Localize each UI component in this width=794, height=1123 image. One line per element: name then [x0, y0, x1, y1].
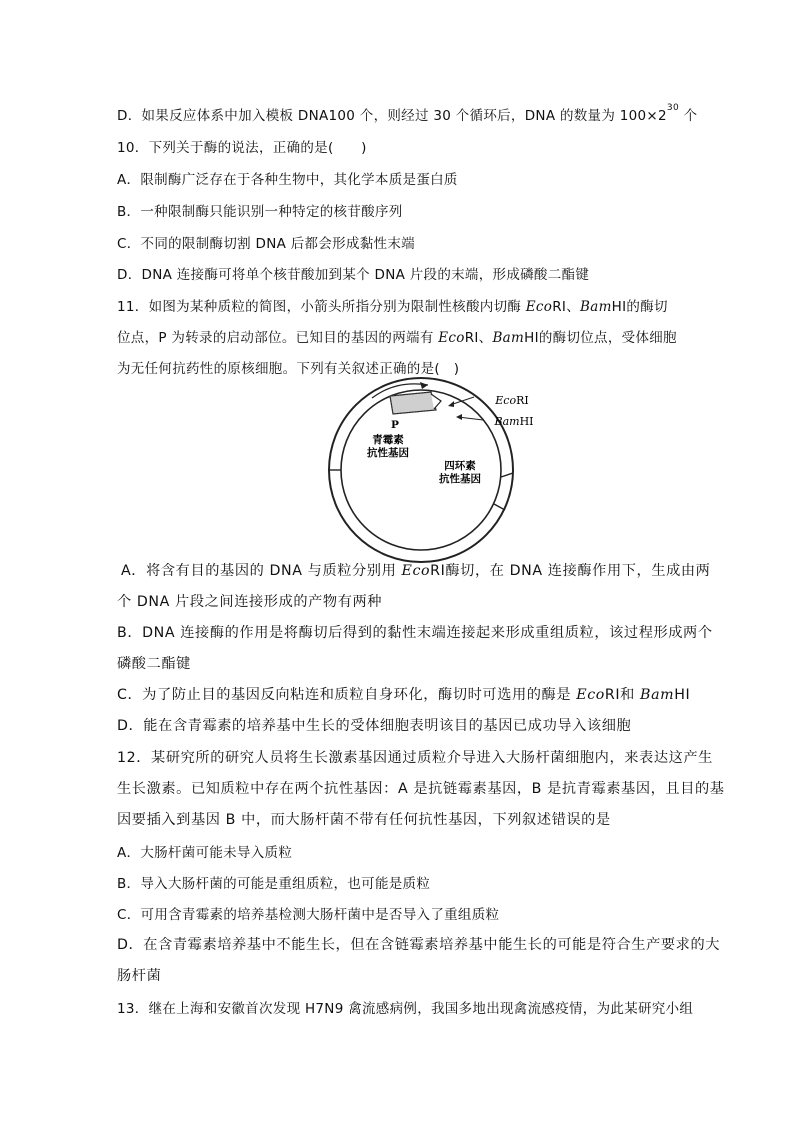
bamhi-label: BamHⅠ — [494, 415, 534, 428]
q12-option-d-line2: 肠杆菌 — [117, 968, 162, 984]
ecori-arrow-icon — [448, 401, 454, 407]
q11-option-a-line2: 个 DNA 片段之间连接形成的产物有两种 — [117, 594, 383, 610]
plasmid-diagram — [318, 382, 534, 552]
q10-stem: 10．下列关于酶的说法，正确的是( ) — [117, 140, 367, 156]
penicillin-gene-label-1: 青霉素 — [372, 434, 404, 446]
q11-option-b-line2: 磷酸二酯键 — [117, 656, 191, 672]
q12-stem-line3: 因要插入到基因 B 中，而大肠杆菌不带有任何抗性基因，下列叙述错误的是 — [117, 812, 611, 828]
bamhi-arrow-icon — [456, 414, 462, 420]
q12-option-c: C．可用含青霉素的培养基检测大肠杆菌中是否导入了重组质粒 — [117, 907, 500, 923]
q10-option-b: B．一种限制酶只能识别一种特定的核苷酸序列 — [117, 204, 403, 220]
promoter-label: P — [391, 419, 399, 431]
gene-boundary-lower — [494, 504, 505, 510]
q10-option-c: C．不同的限制酶切割 DNA 后都会形成黏性末端 — [117, 236, 415, 252]
q12-option-a: A．大肠杆菌可能未导入质粒 — [117, 845, 293, 861]
tetracycline-gene-label-2: 抗性基因 — [439, 473, 481, 485]
q11-stem-line3: 为无任何抗药性的原核细胞。下列有关叙述正确的是( ) — [117, 361, 460, 377]
ecori-label: EcoRⅠ — [495, 394, 529, 407]
q12-option-d-line1: D．在含青霉素培养基中不能生长，但在含链霉素培养基中能生长的可能是符合生产要求的大 — [117, 937, 721, 953]
transcription-arrowhead-icon — [420, 382, 428, 389]
q11-option-c: C．为了防止目的基因反向粘连和质粒自身环化，酶切时可选用的酶是 EcoRⅠ和 BamHⅠ — [117, 687, 691, 703]
q11-stem-line2: 位点，P 为转录的启动部位。已知目的基因的两端有 EcoRⅠ、BamHⅠ的酶切位点，受体细胞 — [117, 330, 677, 346]
q10-option-d: D．DNA 连接酶可将单个核苷酸加到某个 DNA 片段的末端，形成磷酸二酯键 — [117, 267, 590, 283]
penicillin-gene-label-2: 抗性基因 — [367, 447, 409, 459]
q12-option-b: B．导入大肠杆菌的可能是重组质粒，也可能是质粒 — [117, 876, 431, 892]
tetracycline-gene-label-1: 四环素 — [444, 460, 476, 472]
q11-option-b-line1: B．DNA 连接酶的作用是将酶切后得到的黏性末端连接起来形成重组质粒，该过程形成两个 — [117, 625, 713, 641]
q13-stem-line1: 13．继在上海和安徽首次发现 H7N9 禽流感病例，我国多地出现禽流感疫情，为此某研究小组 — [117, 1001, 694, 1017]
q12-stem-line1: 12．某研究所的研究人员将生长激素基因通过质粒介导进入大肠杆菌细胞内，来表达这产生 — [117, 750, 713, 766]
q9-option-d: D．如果反应体系中加入模板 DNA100 个，则经过 30 个循环后，DNA 的数量为 $100\times 2^{30}$ 个 — [117, 103, 698, 124]
q11-option-d: D．能在含青霉素的培养基中生长的受体细胞表明该目的基因已成功导入该细胞 — [117, 718, 632, 734]
gene-boundary-right — [501, 473, 513, 477]
q11-stem-line1: 11．如图为某种质粒的简图，小箭头所指分别为限制性核酸内切酶 EcoRⅠ、BamHⅠ的酶切 — [117, 299, 668, 315]
plasmid-inner-ring — [341, 390, 501, 550]
q11-option-a-line1: A．将含有目的基因的 DNA 与质粒分别用 EcoRⅠ酶切，在 DNA 连接酶作用下，生成由两 — [121, 563, 711, 579]
q10-option-a: A．限制酶广泛存在于各种生物中，其化学本质是蛋白质 — [117, 172, 458, 188]
q12-stem-line2: 生长激素。已知质粒中存在两个抗性基因：A 是抗链霉素基因，B 是抗青霉素基因，且目的基 — [117, 781, 725, 797]
